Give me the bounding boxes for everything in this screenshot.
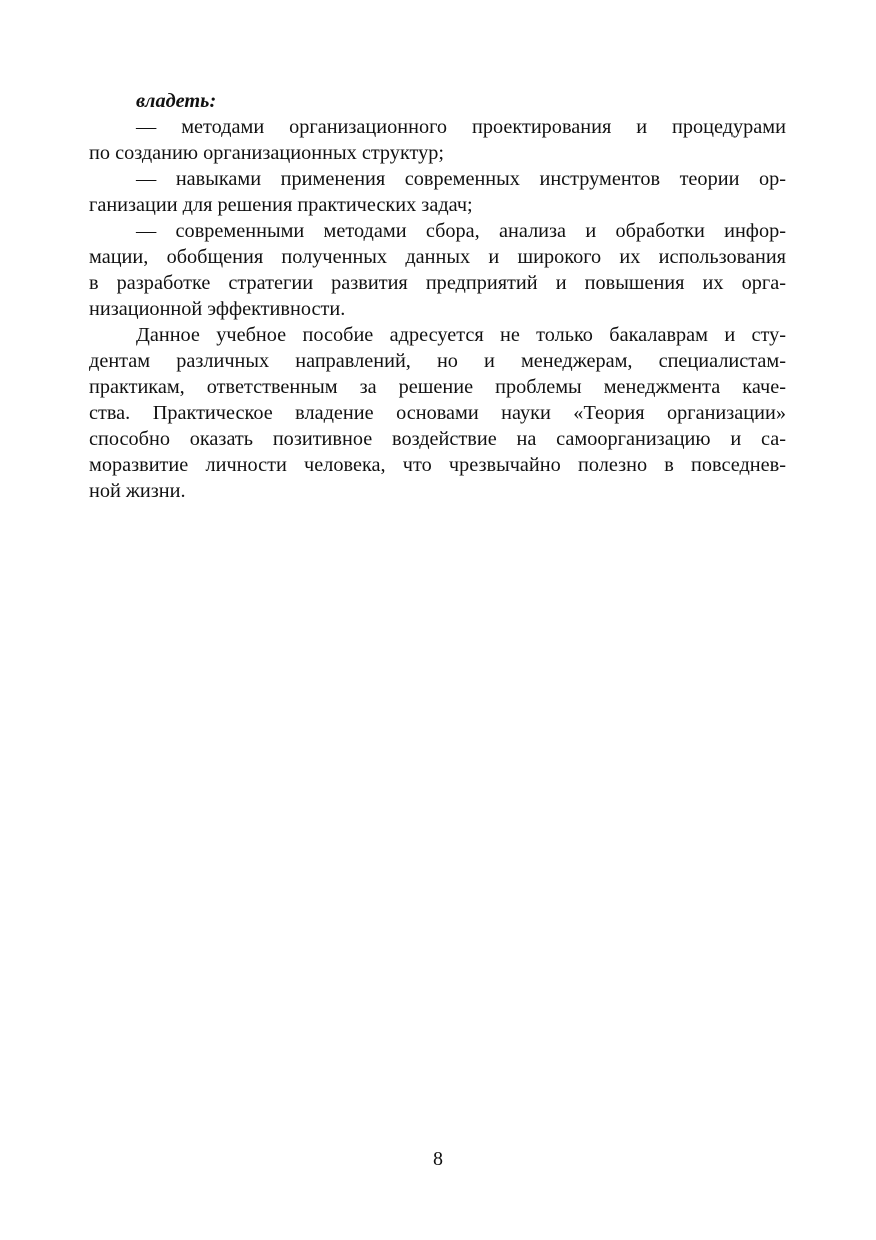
page-number: 8 [433,1148,443,1170]
text-line: практикам, ответственным за решение проблемы менеджмента каче- [89,376,786,398]
text-line: Данное учебное пособие адресуется не только бакалаврам и сту- [136,324,786,346]
section-heading: владеть: [136,90,217,112]
list-item [89,218,786,322]
text-line: дентам различных направлений, но и менеджерам, специалистам- [89,350,786,372]
text-line: ства. Практическое владение основами науки «Теория организации» [89,402,786,424]
text-line: низационной эффективности. [89,298,346,320]
text-line: — современными методами сбора, анализа и обработки инфор- [136,220,786,242]
body-paragraph [89,322,786,504]
text-line: — навыками применения современных инструментов теории ор- [136,168,786,190]
list-item [89,114,786,166]
text-line: по созданию организационных структур; [89,142,445,164]
text-line: в разработке стратегии развития предприятий и повышения их орга- [89,272,786,294]
text-line: мации, обобщения полученных данных и широкого их использования [89,246,786,268]
text-line: моразвитие личности человека, что чрезвычайно полезно в повседнев- [89,454,786,476]
text-line: ной жизни. [89,480,186,502]
list-item [89,166,786,218]
text-line: — методами организационного проектирования и процедурами [136,116,786,138]
text-line: способно оказать позитивное воздействие на самоорганизацию и са- [89,428,786,450]
text-line: ганизации для решения практических задач; [89,194,473,216]
page-text [89,88,786,504]
